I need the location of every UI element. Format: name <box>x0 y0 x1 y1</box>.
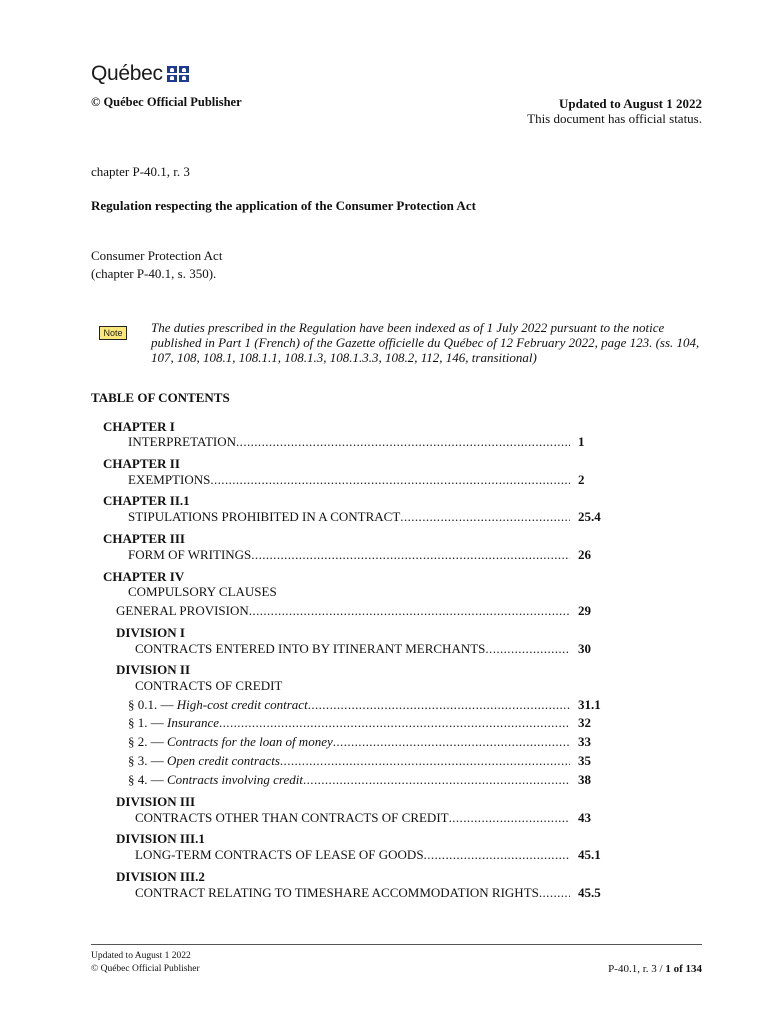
toc-subheading-compulsory-clauses: COMPULSORY CLAUSES <box>128 584 277 599</box>
toc-link-interpretation[interactable]: INTERPRETATION ..... <box>128 434 570 450</box>
toc-section-number: 26 <box>578 547 591 562</box>
toc-link-itinerant-merchants[interactable]: CONTRACTS ENTERED INTO BY ITINERANT MERCHANTS ..... <box>135 641 570 657</box>
toc-heading-chapter-3: CHAPTER III <box>103 531 185 546</box>
toc-link-insurance[interactable]: § 1. — Insurance ..... <box>128 715 570 731</box>
toc-section-number: 45.5 <box>578 885 601 900</box>
footer-divider <box>91 944 702 945</box>
toc-section-number: 35 <box>578 753 591 768</box>
toc-heading-division-3-1: DIVISION III.1 <box>116 831 205 846</box>
toc-section-number: 38 <box>578 772 591 787</box>
logo-wordmark: Québec <box>91 62 163 85</box>
toc-subheading-contracts-of-credit: CONTRACTS OF CREDIT <box>135 678 283 693</box>
fleurdelise-flag-icon <box>167 66 189 82</box>
toc-link-contracts-other-than-credit[interactable]: CONTRACTS OTHER THAN CONTRACTS OF CREDIT ..... <box>135 810 570 826</box>
toc-link-stipulations-prohibited[interactable]: STIPULATIONS PROHIBITED IN A CONTRACT ..... <box>128 509 570 525</box>
toc-title: TABLE OF CONTENTS <box>91 390 230 405</box>
enabling-act-reference: (chapter P-40.1, s. 350). <box>91 266 217 281</box>
toc-section-number: 31.1 <box>578 697 601 712</box>
footer-doc-ref: P-40.1, r. 3 / <box>608 963 666 975</box>
toc-heading-division-1: DIVISION I <box>116 625 185 640</box>
update-status <box>527 96 702 126</box>
toc-heading-division-2: DIVISION II <box>116 662 191 677</box>
toc-heading-chapter-2: CHAPTER II <box>103 456 180 471</box>
toc-link-exemptions[interactable]: EXEMPTIONS ..... <box>128 472 570 488</box>
toc-section-number: 1 <box>578 434 585 449</box>
note-text: The duties prescribed in the Regulation have been indexed as of 1 July 2022 pursuant to the notice published in Part 1 (French) of the Gazette officielle du Québec of 12 February 2022, page 123. (ss. 104, 107, 108, 108.1, 108.1.1, 108.1.3, 108.1.3.3, 108.2, 112, 146, transitional) <box>151 320 700 365</box>
footer-left <box>91 950 200 976</box>
toc-heading-chapter-2-1: CHAPTER II.1 <box>103 493 190 508</box>
toc-heading-chapter-4: CHAPTER IV <box>103 569 185 584</box>
toc-link-open-credit[interactable]: § 3. — Open credit contracts ..... <box>128 753 570 769</box>
toc-heading-chapter-1: CHAPTER I <box>103 419 175 434</box>
toc-section-number: 30 <box>578 641 591 656</box>
toc-section-number: 25.4 <box>578 509 601 524</box>
toc-section-number: 43 <box>578 810 591 825</box>
regulation-title: Regulation respecting the application of the Consumer Protection Act <box>91 198 476 213</box>
quebec-logo <box>91 62 189 86</box>
updated-date: Updated to August 1 2022 <box>558 96 702 111</box>
footer-updated: Updated to August 1 2022 <box>91 951 191 961</box>
toc-section-number: 29 <box>578 603 591 618</box>
toc-link-lease-of-goods[interactable]: LONG-TERM CONTRACTS OF LEASE OF GOODS ..... <box>135 847 570 863</box>
page-number: 1 of 134 <box>665 963 702 975</box>
toc-section-number: 33 <box>578 734 591 749</box>
enabling-act-name: Consumer Protection Act <box>91 248 223 263</box>
toc-link-timeshare[interactable]: CONTRACT RELATING TO TIMESHARE ACCOMMODATION RIGHTS ..... <box>135 885 570 901</box>
toc-link-involving-credit[interactable]: § 4. — Contracts involving credit ..... <box>128 772 570 788</box>
official-status: This document has official status. <box>527 111 702 126</box>
publisher-label: © Québec Official Publisher <box>91 95 242 109</box>
chapter-reference: chapter P-40.1, r. 3 <box>91 164 190 179</box>
footer-page-info <box>608 963 702 975</box>
footer-publisher: © Québec Official Publisher <box>91 964 200 974</box>
note-icon[interactable]: Note <box>99 326 127 340</box>
toc-section-number: 45.1 <box>578 847 601 862</box>
toc-heading-division-3: DIVISION III <box>116 794 196 809</box>
toc-section-number: 32 <box>578 715 591 730</box>
toc-link-high-cost-credit[interactable]: § 0.1. — High-cost credit contract ..... <box>128 697 570 713</box>
toc-link-general-provision[interactable]: GENERAL PROVISION ..... <box>116 603 570 619</box>
toc-link-loan-of-money[interactable]: § 2. — Contracts for the loan of money ..... <box>128 734 570 750</box>
toc-section-number: 2 <box>578 472 585 487</box>
toc-link-form-of-writings[interactable]: FORM OF WRITINGS ..... <box>128 547 570 563</box>
toc-heading-division-3-2: DIVISION III.2 <box>116 869 205 884</box>
